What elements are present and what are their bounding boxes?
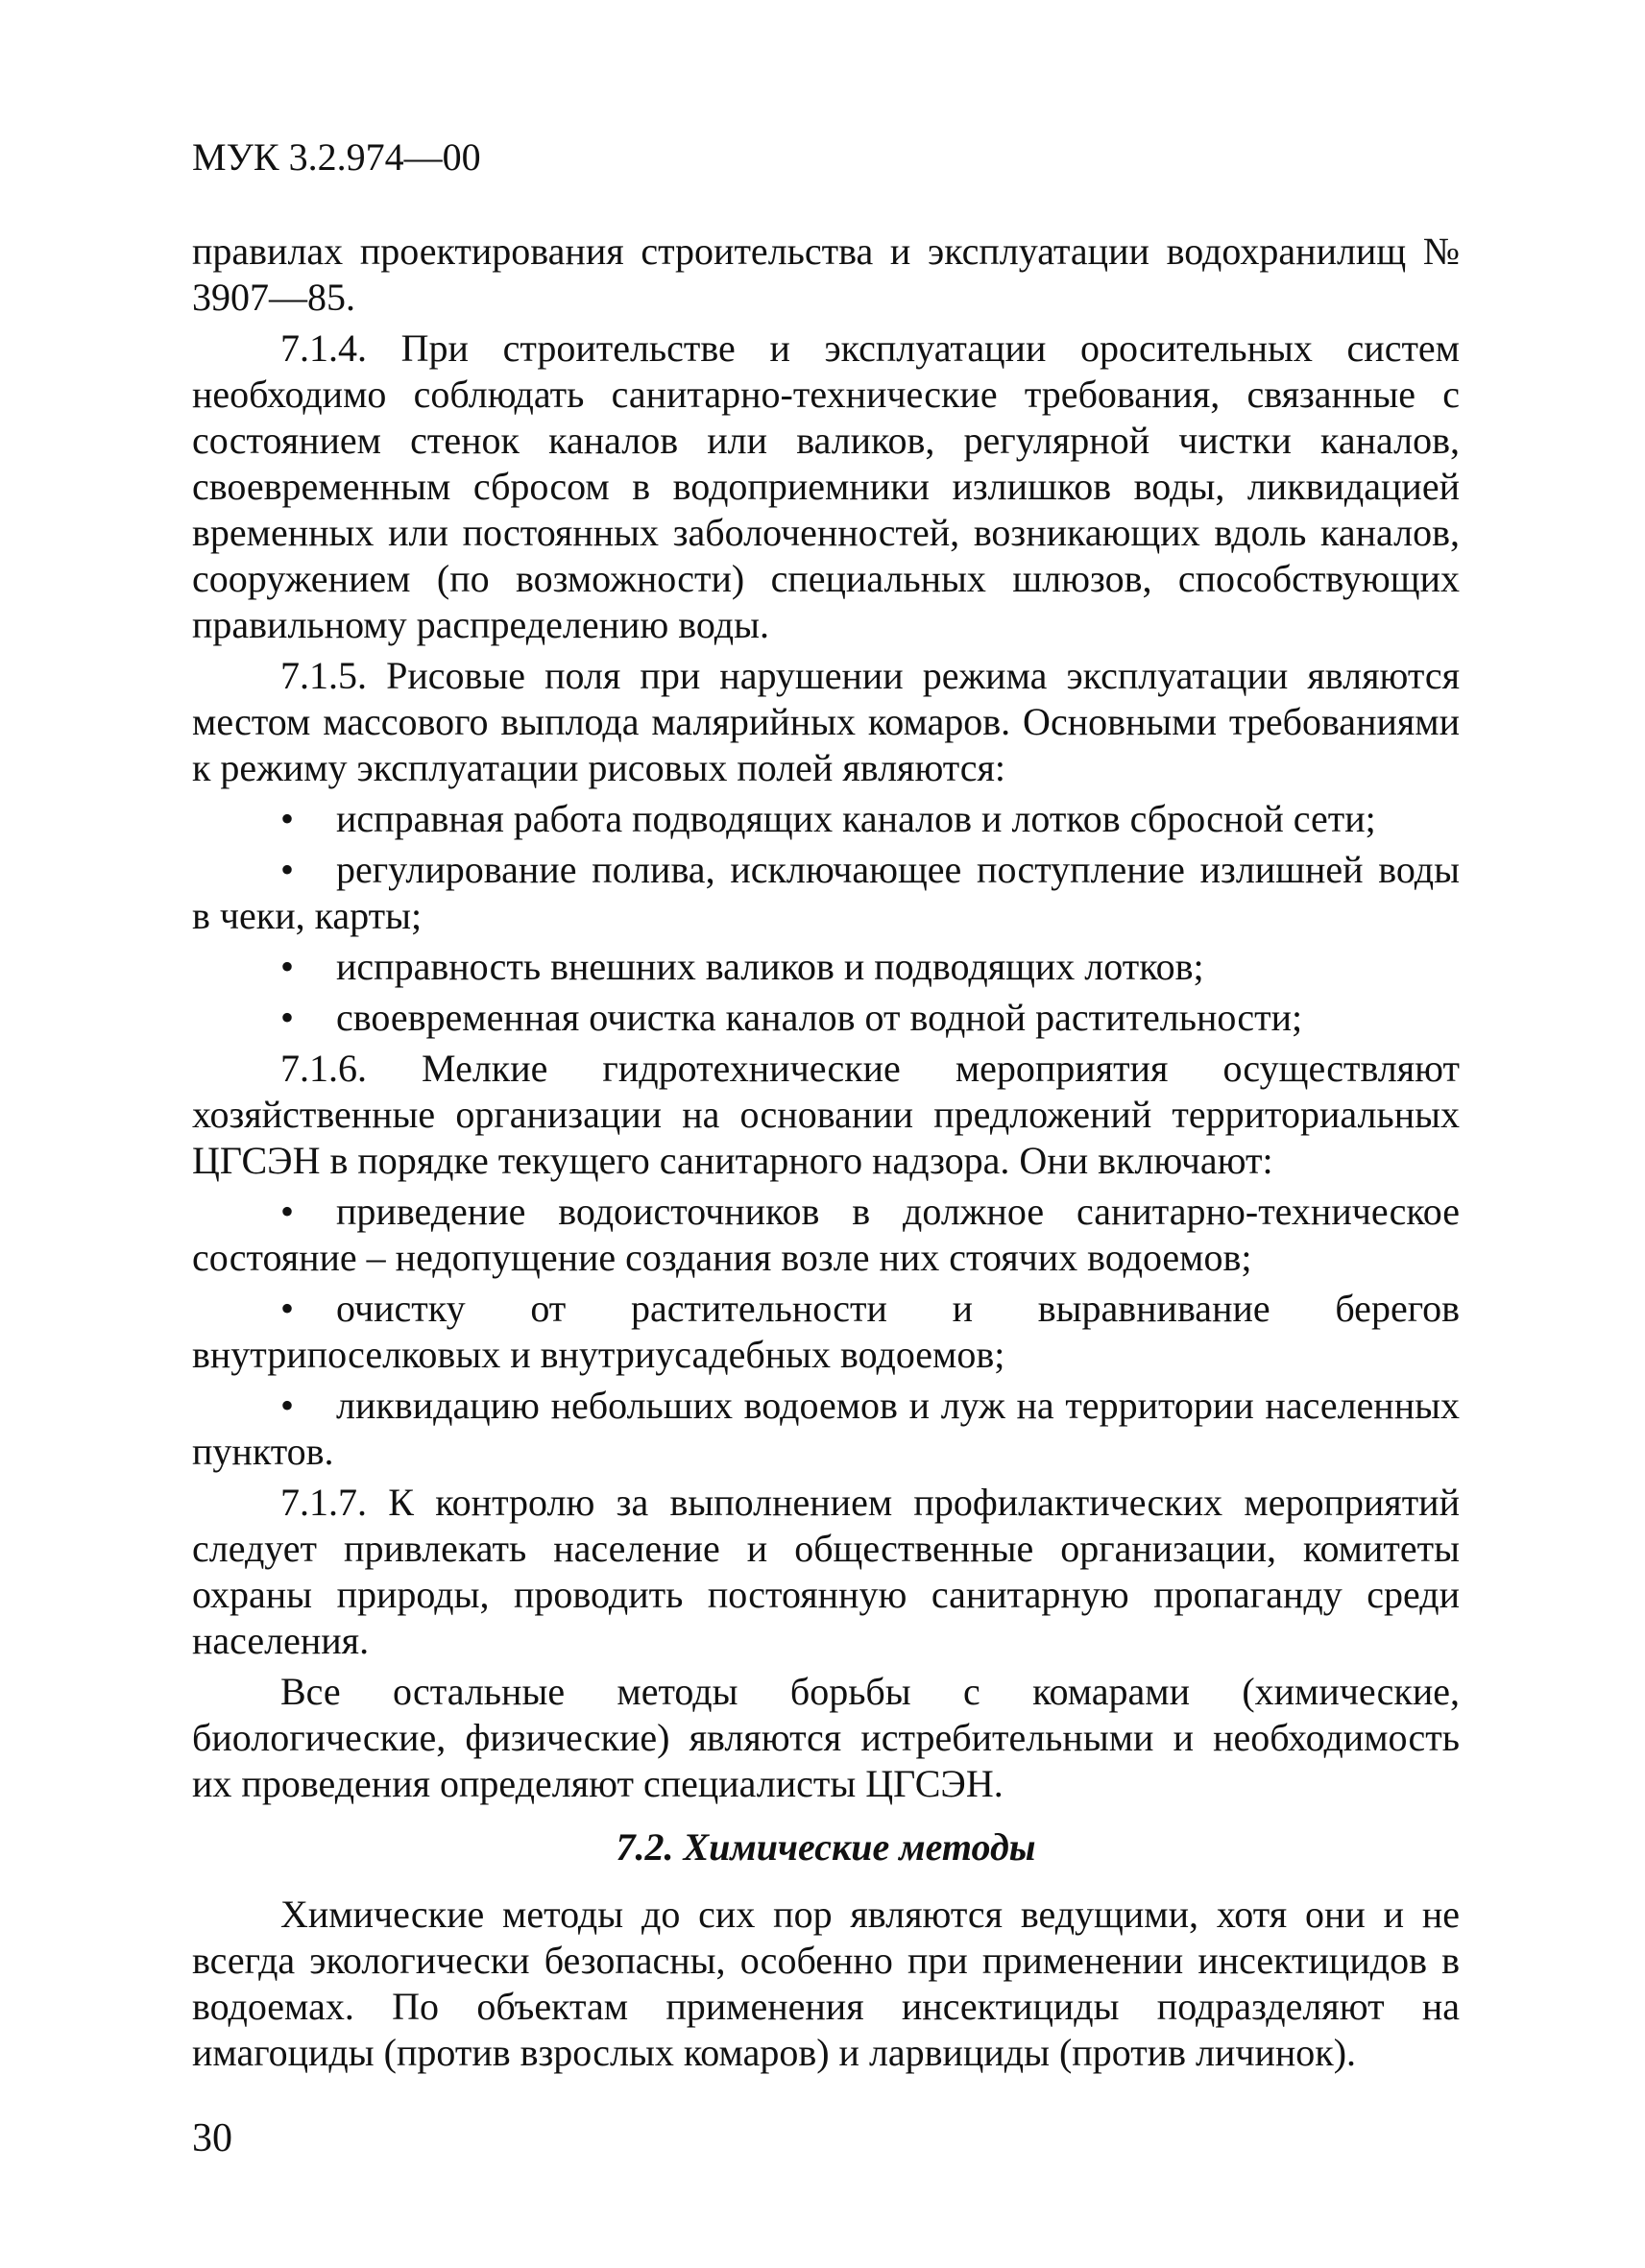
bullet-icon: •: [280, 1287, 295, 1330]
paragraph-7-1-6: 7.1.6. Мелкие гидротехнические мероприятия осуществляют хозяйственные организации на основании предложений территориальных ЦГСЭН в порядке текущего санитарного надзора. Они включают:: [192, 1047, 1460, 1182]
bullet-text: исправная работа подводящих каналов и лотков сбросной сети;: [336, 797, 1376, 840]
bullet-item: [192, 944, 1460, 990]
document-code-header: МУК 3.2.974—00: [192, 135, 481, 179]
paragraph-7-1-7: 7.1.7. К контролю за выполнением профилактических мероприятий следует привлекать население и общественные организации, комитеты охраны природы, проводить постоянную санитарную пропаганду среди населения.: [192, 1481, 1460, 1662]
bullet-text: исправность внешних валиков и подводящих лотков;: [336, 945, 1204, 988]
paragraph-continuation: правилах проектирования строительства и эксплуатации водохранилищ № 3907—85.: [192, 229, 1460, 319]
bullet-item: [192, 1286, 1460, 1378]
paragraph-7-1-4: 7.1.4. При строительстве и эксплуатации оросительных систем необходимо соблюдать санитарно-технические требования, связанные с состоянием стенок каналов или валиков, регулярной чистки каналов, своевременным сбросом в водоприемники излишков воды, ликвидацией временных или постоянных заболоченностей, возникающих вдоль каналов, сооружением (по возможности) специальных шлюзов, способствующих правильному распределению воды.: [192, 326, 1460, 646]
bullet-icon: •: [280, 1190, 295, 1233]
bullet-text: очистку от растительности и выравнивание берегов внутрипоселковых и внутриусадебных водоемов;: [192, 1287, 1460, 1376]
body-text: [192, 229, 1460, 2081]
bullet-icon: •: [280, 797, 295, 840]
bullet-icon: •: [280, 1384, 295, 1427]
paragraph-other-methods: Все остальные методы борьбы с комарами (химические, биологические, физические) являются истребительными и необходимость их проведения определяют специалисты ЦГСЭН.: [192, 1670, 1460, 1805]
bullet-text: ликвидацию небольших водоемов и луж на территории населенных пунктов.: [192, 1384, 1460, 1473]
paragraph-chemical-methods: Химические методы до сих пор являются ведущими, хотя они и не всегда экологически безопасны, особенно при применении инсектицидов в водоемах. По объектам применения инсектициды подразделяют на имагоциды (против взрослых комаров) и ларвициды (против личинок).: [192, 1893, 1460, 2074]
bullet-item: [192, 1383, 1460, 1475]
bullet-icon: •: [280, 996, 295, 1039]
bullet-icon: •: [280, 848, 295, 891]
bullet-item: [192, 796, 1460, 842]
section-title: 7.2. Химические методы: [616, 1825, 1036, 1869]
bullet-text: регулирование полива, исключающее поступление излишней воды в чеки, карты;: [192, 848, 1460, 937]
bullet-item: [192, 995, 1460, 1041]
bullet-text: своевременная очистка каналов от водной растительности;: [336, 996, 1303, 1039]
bullet-icon: •: [280, 945, 295, 988]
bullet-item: [192, 847, 1460, 939]
bullet-text: приведение водоисточников в должное санитарно-техническое состояние – недопущение создания возле них стоячих водоемов;: [192, 1190, 1460, 1279]
paragraph-7-1-5: 7.1.5. Рисовые поля при нарушении режима эксплуатации являются местом массового выплода малярийных комаров. Основными требованиями к режиму эксплуатации рисовых полей являются:: [192, 654, 1460, 789]
bullet-item: [192, 1189, 1460, 1281]
page-number: 30: [192, 2116, 232, 2160]
